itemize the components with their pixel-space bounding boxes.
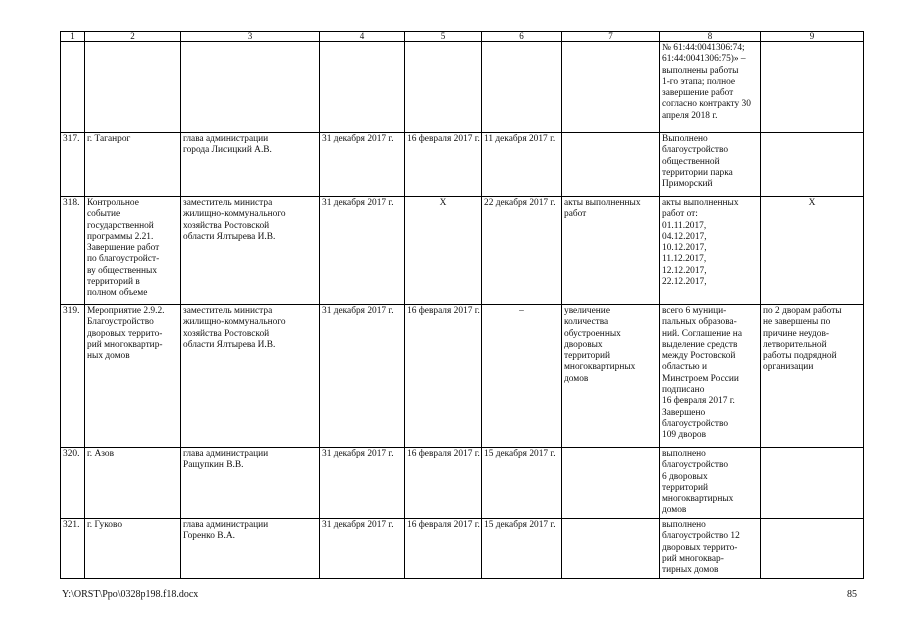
cell-line: Приморский xyxy=(662,179,713,190)
cell-deadline: 31 декабря 2017 г. xyxy=(320,448,405,519)
cell-line: Завершено xyxy=(662,407,706,418)
cell-line: причине неудов- xyxy=(763,328,830,339)
cell-line: количества xyxy=(564,317,609,328)
cell-line: благоустройство xyxy=(662,418,729,429)
table-row xyxy=(61,197,864,305)
cell-line: жилищно-коммунального xyxy=(183,317,286,328)
cell-line: программы 2.21. xyxy=(87,231,154,242)
cell-line: дворовых террито- xyxy=(662,542,738,553)
cell-col3 xyxy=(181,42,320,133)
cell-col8 xyxy=(660,197,761,305)
cell-line: Горенко В.А. xyxy=(183,531,235,542)
cell-line: г. Таганрог xyxy=(87,134,131,144)
cell-line: по благоустройст- xyxy=(87,254,160,265)
cell-line: заместитель министра xyxy=(183,198,273,208)
cell-line: 01.11.2017, xyxy=(662,220,707,231)
cell-col3 xyxy=(181,133,320,197)
cell-line: не завершены по xyxy=(763,317,831,328)
column-header: 7 xyxy=(562,32,660,42)
cell-col2 xyxy=(85,133,181,197)
cell-col8 xyxy=(660,448,761,519)
cell-line: благоустройство xyxy=(662,460,729,471)
cell-col2 xyxy=(85,448,181,519)
cell-line: 10.12.2017, xyxy=(662,243,707,254)
cell-col7 xyxy=(562,305,660,448)
cell-line: № 61:44:0041306:74; xyxy=(662,43,745,53)
cell-line: полном объеме xyxy=(87,288,148,299)
cell-line: апреля 2018 г. xyxy=(662,110,718,121)
row-number: 319. xyxy=(61,305,85,448)
cell-line: Х xyxy=(808,198,816,208)
column-header: 6 xyxy=(482,32,562,42)
cell-col9 xyxy=(761,197,864,305)
cell-col8 xyxy=(660,133,761,197)
cell-date-done: 11 декабря 2017 г. xyxy=(482,133,562,197)
cell-date-done: 15 декабря 2017 г. xyxy=(482,448,562,519)
cell-line: территорий в xyxy=(87,277,140,288)
cell-col2 xyxy=(85,305,181,448)
cell-line: многоквартирных xyxy=(564,362,636,373)
table-row xyxy=(61,133,864,197)
cell-col7 xyxy=(562,448,660,519)
cell-line: Контрольное xyxy=(87,198,139,208)
cell-line: согласно контракту 30 xyxy=(662,99,751,110)
cell-line: области Ялтырева И.В. xyxy=(183,339,276,350)
cell-col9 xyxy=(761,448,864,519)
cell-col9 xyxy=(761,305,864,448)
cell-line: ву общественных xyxy=(87,265,158,276)
cell-line: глава администрации xyxy=(183,134,269,144)
cell-col7 xyxy=(562,133,660,197)
cell-deadline: 31 декабря 2017 г. xyxy=(320,305,405,448)
cell-line: жилищно-коммунального xyxy=(183,209,286,220)
cell-date-start: Х xyxy=(405,197,482,305)
cell-line: хозяйства Ростовской xyxy=(183,328,270,339)
cell-line: выполнено xyxy=(662,520,706,530)
cell-line: 1-го этапа; полное xyxy=(662,76,736,87)
cell-line: ний. Соглашение на xyxy=(662,328,742,339)
header-row xyxy=(61,32,864,42)
cell-line: Благоустройство xyxy=(87,317,154,328)
table-row xyxy=(61,519,864,579)
row-number: 320. xyxy=(61,448,85,519)
cell-line: 16 февраля 2017 г. xyxy=(662,396,735,407)
cell-col6 xyxy=(482,42,562,133)
cell-date-start: 16 февраля 2017 г. xyxy=(405,305,482,448)
cell-line: завершение работ xyxy=(662,88,734,99)
cell-line: выполнены работы xyxy=(662,65,739,76)
report-table xyxy=(60,31,864,579)
cell-line: областью и xyxy=(662,362,707,373)
cell-line: работ от: xyxy=(662,209,698,220)
cell-line: 04.12.2017, xyxy=(662,231,707,242)
column-header: 2 xyxy=(85,32,181,42)
cell-line: рий многоквартир- xyxy=(87,339,163,350)
cell-line: г. Азов xyxy=(87,449,115,459)
cell-line: рий многоквар- xyxy=(662,553,724,564)
cell-date-done: 22 декабря 2017 г. xyxy=(482,197,562,305)
column-header: 8 xyxy=(660,32,761,42)
cell-line: хозяйства Ростовской xyxy=(183,220,270,231)
cell-num xyxy=(61,42,85,133)
cell-line: дворовых террито- xyxy=(87,328,163,339)
row-number: 318. xyxy=(61,197,85,305)
cell-line: Минстроем России xyxy=(662,373,739,384)
cell-line: благоустройство xyxy=(662,145,729,156)
cell-line: заместитель министра xyxy=(183,306,273,316)
column-header: 4 xyxy=(320,32,405,42)
cell-line: области Ялтырева И.В. xyxy=(183,231,276,242)
cell-line: 11.12.2017, xyxy=(662,254,707,265)
cell-line: всего 6 муници- xyxy=(662,306,727,316)
column-header: 5 xyxy=(405,32,482,42)
cell-col5 xyxy=(405,42,482,133)
cell-line: домов xyxy=(662,505,687,516)
cell-line: акты выполненных xyxy=(662,198,739,208)
cell-col7 xyxy=(562,42,660,133)
cell-line: территорий xyxy=(564,351,611,362)
cell-line: домов xyxy=(564,373,589,384)
cell-line: выделение средств xyxy=(662,339,738,350)
cell-col7 xyxy=(562,197,660,305)
cell-col2 xyxy=(85,197,181,305)
cell-line: глава администрации xyxy=(183,520,269,530)
row-number: 317. xyxy=(61,133,85,197)
cell-col8 xyxy=(660,305,761,448)
cell-line: работы подрядной xyxy=(763,351,837,362)
column-header: 9 xyxy=(761,32,864,42)
cell-deadline: 31 декабря 2017 г. xyxy=(320,519,405,579)
cell-line: 12.12.2017, xyxy=(662,265,707,276)
cell-col9 xyxy=(761,519,864,579)
cell-line: общественной xyxy=(662,156,720,167)
cell-line: по 2 дворам работы xyxy=(763,306,842,316)
cell-line: тирных домов xyxy=(662,565,719,576)
cell-date-done: – xyxy=(482,305,562,448)
column-header: 1 xyxy=(61,32,85,42)
cell-line: 61:44:0041306:75)» – xyxy=(662,54,746,65)
cell-col2 xyxy=(85,519,181,579)
cell-date-done: 15 декабря 2017 г. xyxy=(482,519,562,579)
cell-line: Завершение работ xyxy=(87,243,160,254)
cell-line: подписано xyxy=(662,385,705,396)
cell-date-start: 16 февраля 2017 г. xyxy=(405,448,482,519)
cell-line: глава администрации xyxy=(183,449,269,459)
cell-col7 xyxy=(562,519,660,579)
cell-col9 xyxy=(761,133,864,197)
cell-line: ных домов xyxy=(87,351,130,362)
cell-line: города Лисицкий А.В. xyxy=(183,145,272,156)
cell-line: между Ростовской xyxy=(662,351,736,362)
continuation-row xyxy=(61,42,864,133)
cell-line: 22.12.2017, xyxy=(662,277,707,288)
cell-line: 109 дворов xyxy=(662,430,707,441)
cell-line: работ xyxy=(564,209,587,220)
column-header: 3 xyxy=(181,32,320,42)
cell-col4 xyxy=(320,42,405,133)
cell-line: обустроенных xyxy=(564,328,621,339)
cell-line: дворовых xyxy=(564,339,603,350)
cell-line: благоустройство 12 xyxy=(662,531,740,542)
cell-line: государственной xyxy=(87,220,154,231)
cell-col9 xyxy=(761,42,864,133)
cell-line: летворительной xyxy=(763,339,827,350)
cell-line: Выполнено xyxy=(662,134,708,144)
cell-line: многоквартирных xyxy=(662,494,734,505)
cell-col3 xyxy=(181,197,320,305)
cell-line: территории парка xyxy=(662,167,733,178)
cell-col3 xyxy=(181,448,320,519)
file-path: Y:\ORST\Ppo\0328p198.f18.docx xyxy=(62,589,199,600)
cell-line: Ращупкин В.В. xyxy=(183,460,244,471)
cell-col3 xyxy=(181,519,320,579)
table-row xyxy=(61,448,864,519)
cell-col3 xyxy=(181,305,320,448)
cell-line: территорий xyxy=(662,482,709,493)
cell-col2 xyxy=(85,42,181,133)
cell-line: акты выполненных xyxy=(564,198,641,208)
cell-date-start: 16 февраля 2017 г. xyxy=(405,519,482,579)
page-number: 85 xyxy=(847,589,857,600)
cell-deadline: 31 декабря 2017 г. xyxy=(320,133,405,197)
cell-line: увеличение xyxy=(564,306,610,316)
cell-line: организации xyxy=(763,362,814,373)
cell-col8 xyxy=(660,519,761,579)
cell-col8 xyxy=(660,42,761,133)
row-number: 321. xyxy=(61,519,85,579)
cell-line: 6 дворовых xyxy=(662,471,708,482)
cell-line: г. Гуково xyxy=(87,520,123,530)
cell-line: Мероприятие 2.9.2. xyxy=(87,306,165,316)
cell-date-start: 16 февраля 2017 г. xyxy=(405,133,482,197)
cell-line: событие xyxy=(87,209,121,220)
table-row xyxy=(61,305,864,448)
cell-deadline: 31 декабря 2017 г. xyxy=(320,197,405,305)
cell-line: выполнено xyxy=(662,449,706,459)
cell-line: пальных образова- xyxy=(662,317,737,328)
